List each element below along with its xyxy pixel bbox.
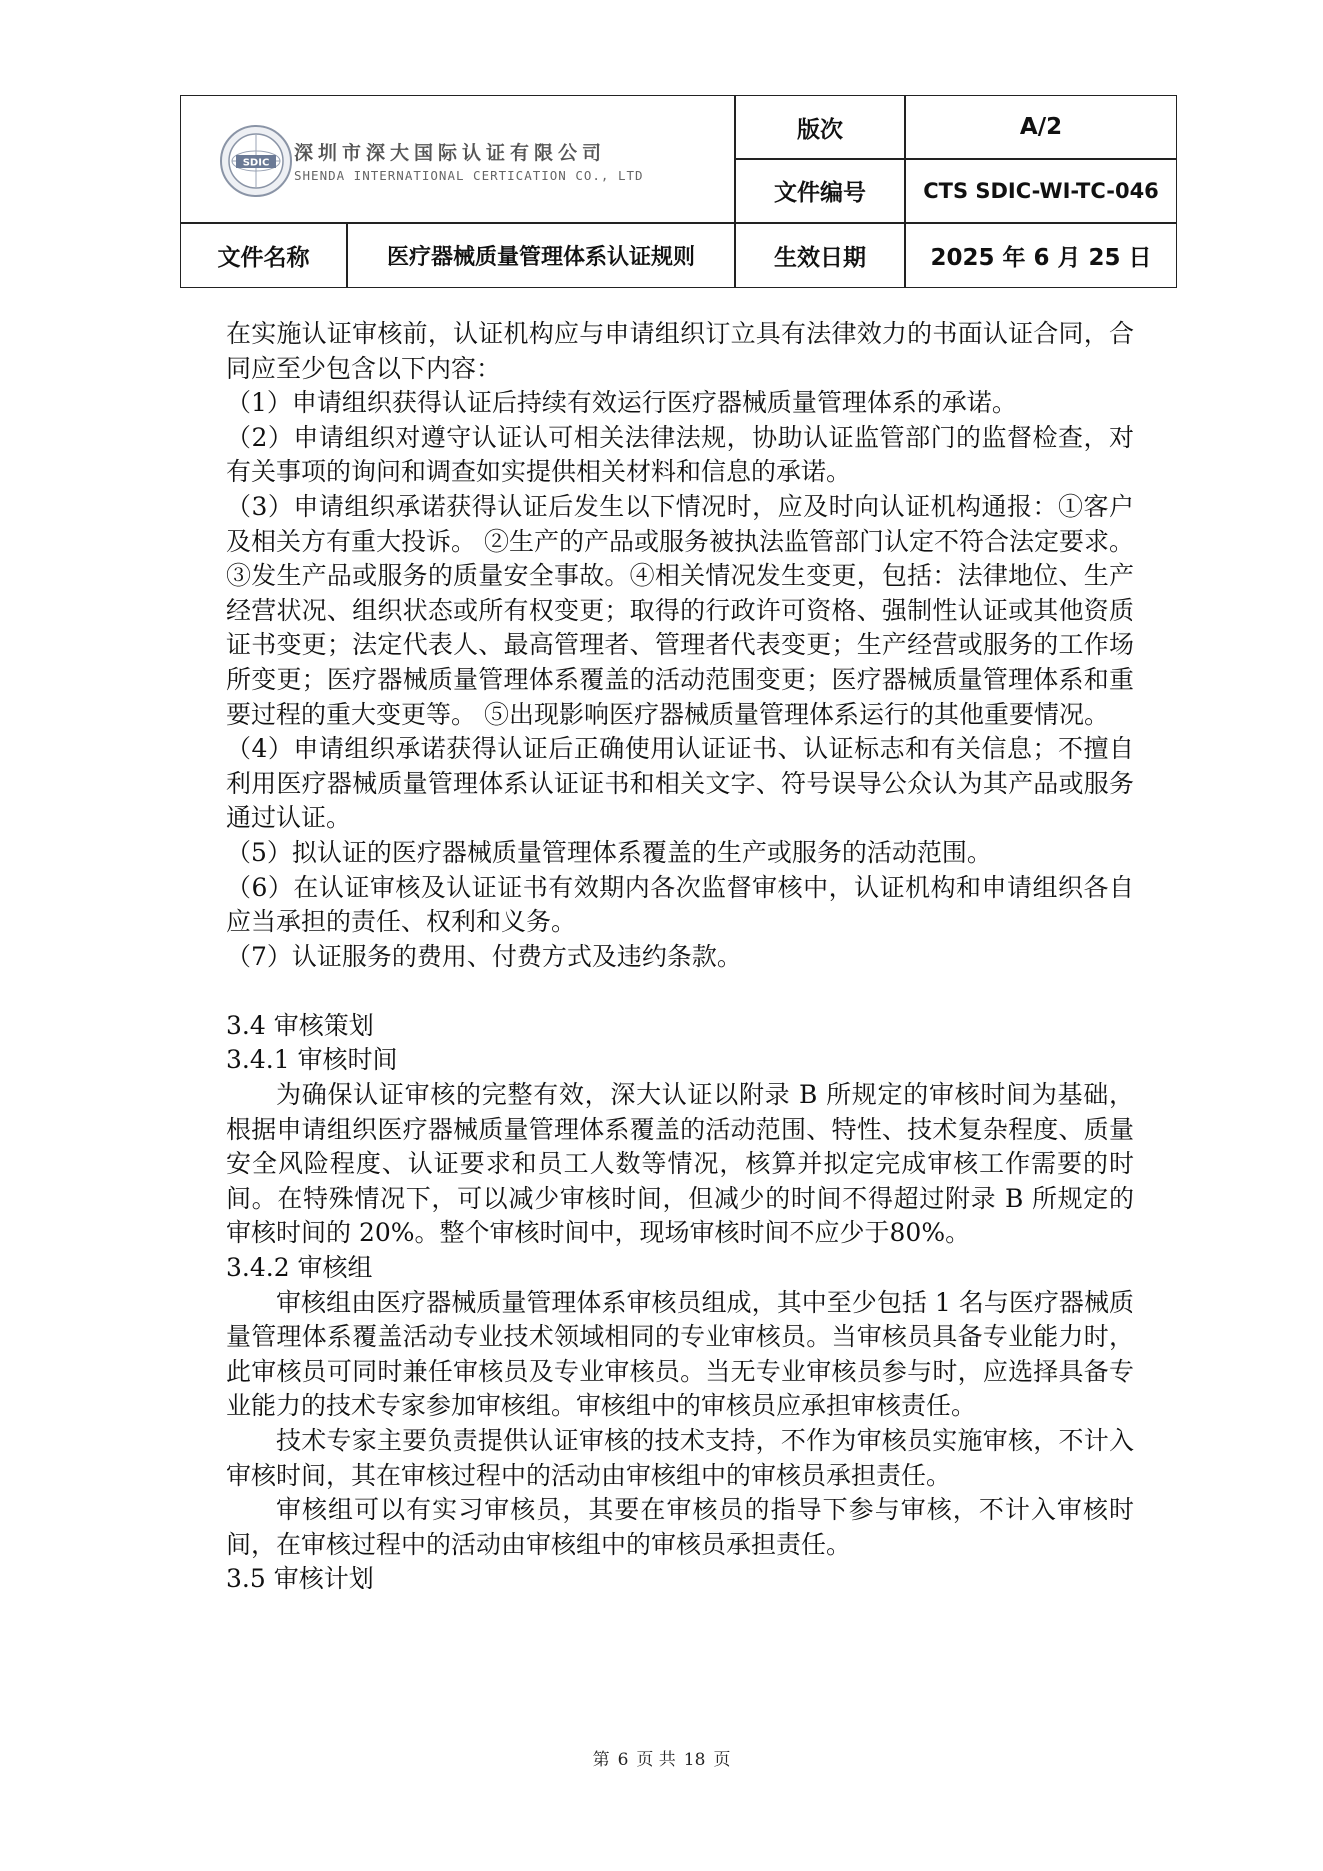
document-header-table (180, 95, 1177, 288)
contract-item-1: （1）申请组织获得认证后持续有效运行医疗器械质量管理体系的承诺。 (226, 388, 1017, 418)
contract-item-5: （5）拟认证的医疗器械质量管理体系覆盖的生产或服务的活动范围。 (226, 837, 992, 867)
section-heading-3-5: 3.5 审核计划 (226, 1564, 374, 1594)
audit-team-paragraph-1: 审核组由医疗器械质量管理体系审核员组成，其中至少包括 1 名与医疗器械质量管理体系覆盖活动专业技术领域相同的专业审核员。当审核员具备专业能力时，此审核员可同时兼任审核员及专业审核员。当无专业审核员参与时，应选择具备专业能力的技术专家参加审核组。审核组中的审核员应承担审核责任。 (226, 1287, 1134, 1421)
audit-team-paragraph-2: 技术专家主要负责提供认证审核的技术支持，不作为审核员实施审核，不计入审核时间，其在审核过程中的活动由审核组中的审核员承担责任。 (226, 1426, 1134, 1490)
doc-name-label: 文件名称 (217, 244, 310, 271)
section-heading-3-4-2: 3.4.2 审核组 (226, 1253, 373, 1283)
doc-name-value: 医疗器械质量管理体系认证规则 (386, 244, 695, 270)
contract-intro: 在实施认证审核前，认证机构应与申请组织订立具有法律效力的书面认证合同，合同应至少包含以下内容： (226, 319, 1134, 383)
doc-number-label: 文件编号 (774, 180, 866, 206)
page-footer: 第 6 页 共 18 页 (592, 1750, 731, 1770)
contract-item-7: （7）认证服务的费用、付费方式及违约条款。 (226, 941, 742, 971)
company-name-en: SHENDA INTERNATIONAL CERTICATION CO., LTD (294, 168, 644, 183)
contract-item-2: （2）申请组织对遵守认证认可相关法律法规，协助认证监管部门的监督检查，对有关事项的询问和调查如实提供相关材料和信息的承诺。 (226, 422, 1134, 487)
audit-time-paragraph: 为确保认证审核的完整有效，深大认证以附录 B 所规定的审核时间为基础，根据申请组织医疗器械质量管理体系覆盖的活动范围、特性、技术复杂程度、质量安全风险程度、认证要求和员工人数等情况，核算并拟定完成审核工作需要的时间。在特殊情况下，可以减少审核时间，但减少的时间不得超过附录 B 所规定的审核时间的 20%。整个审核时间中，现场审核时间不应少于80%。 (226, 1080, 1134, 1248)
logo-text: SDIC (242, 157, 270, 169)
company-name-cn: 深圳市深大国际认证有限公司 (294, 142, 607, 164)
doc-number-value: CTS SDIC-WI-TC-046 (923, 178, 1159, 203)
current-page-number: 6 (617, 1750, 629, 1770)
version-label: 版次 (797, 116, 843, 143)
section-heading-3-4-1: 3.4.1 审核时间 (226, 1045, 398, 1075)
contract-item-6: （6）在认证审核及认证证书有效期内各次监督审核中，认证机构和申请组织各自应当承担的责任、权利和义务。 (226, 872, 1134, 937)
sdic-seal-icon (219, 124, 293, 198)
audit-team-paragraph-3: 审核组可以有实习审核员，其要在审核员的指导下参与审核，不计入审核时间，在审核过程中的活动由审核组中的审核员承担责任。 (226, 1495, 1134, 1559)
total-page-count: 18 (683, 1750, 706, 1770)
effective-date-label: 生效日期 (774, 244, 866, 271)
effective-date-value: 2025 年 6 月 25 日 (930, 244, 1152, 271)
section-heading-3-4: 3.4 审核策划 (226, 1010, 374, 1040)
contract-item-4: （4）申请组织承诺获得认证后正确使用认证证书、认证标志和有关信息；不擅自利用医疗器械质量管理体系认证证书和相关文字、符号误导公众认为其产品或服务通过认证。 (226, 734, 1134, 833)
version-value: A/2 (1019, 114, 1063, 140)
contract-item-3: （3）申请组织承诺获得认证后发生以下情况时，应及时向认证机构通报：①客户及相关方有重大投诉。 ②生产的产品或服务被执法监管部门认定不符合法定要求。 ③发生产品或服务的质量安全事故。④相关情况发生变更，包括：法律地位、生产经营状况、组织状态或所有权变更；取得的行政许可资格、强制性认证或其他资质证书变更；法定代表人、最高管理者、管理者代表变更；生产经营或服务的工作场所变更；医疗器械质量管理体系覆盖的活动范围变更；医疗器械质量管理体系和重要过程的重大变更等。 ⑤出现影响医疗器械质量管理体系运行的其他重要情况。 (226, 491, 1134, 729)
document-body (226, 317, 1134, 1597)
company-logo-block (181, 96, 736, 222)
